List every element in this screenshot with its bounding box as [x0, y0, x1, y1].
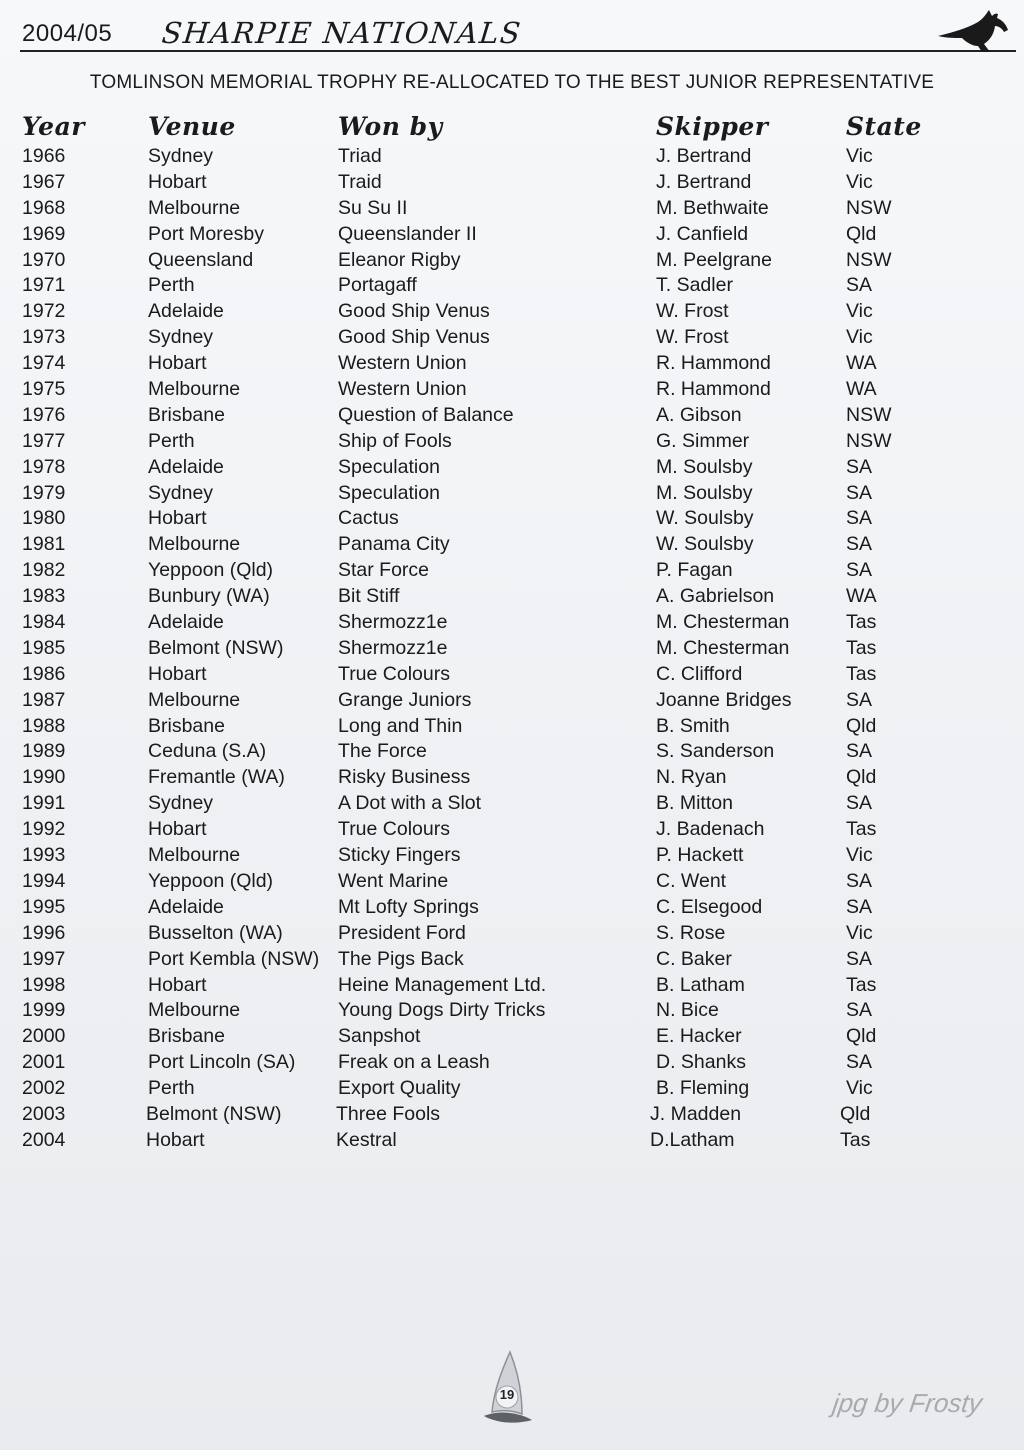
boat-name-cell: Su Su II: [338, 196, 408, 219]
boat-name-cell: Triad: [338, 145, 382, 167]
venue-cell: Melbourne: [148, 196, 241, 219]
boat-name-cell: Question of Balance: [338, 403, 514, 426]
state-cell: Vic: [846, 326, 873, 349]
venue-cell: Port Kembla (NSW): [148, 947, 320, 970]
skipper-cell: A. Gibson: [656, 403, 742, 426]
venue-cell: Fremantle (WA): [148, 766, 285, 789]
boat-name-cell: Western Union: [338, 352, 467, 375]
boat-name-cell: Speculation: [338, 455, 440, 478]
boat-name-cell: Star Force: [338, 559, 430, 582]
state-cell: NSW: [846, 403, 892, 426]
boat-name-cell: Heine Management Ltd.: [338, 973, 547, 996]
skipper-cell: M. Chesterman: [656, 636, 790, 659]
skipper-cell: C. Went: [656, 869, 727, 892]
skipper-cell: A. Gabrielson: [656, 585, 775, 608]
year-cell: 1981: [22, 533, 66, 556]
skipper-cell: J. Bertrand: [656, 170, 752, 193]
boat-name-cell: Traid: [338, 170, 382, 193]
boat-name-cell: Three Fools: [336, 1102, 441, 1125]
skipper-cell: Joanne Bridges: [656, 688, 792, 711]
state-cell: SA: [846, 895, 873, 918]
table-row: [0, 507, 1024, 533]
year-cell: 1978: [22, 455, 66, 478]
table-row: [0, 844, 1024, 870]
state-cell: WA: [846, 352, 877, 375]
venue-cell: Sydney: [148, 326, 214, 349]
boat-name-cell: Cactus: [338, 507, 399, 530]
skipper-cell: J. Badenach: [656, 818, 765, 841]
skipper-cell: C. Baker: [656, 947, 732, 970]
table-row: [0, 896, 1024, 922]
state-cell: SA: [846, 507, 873, 530]
table-row: [0, 974, 1024, 1000]
year-cell: 1988: [22, 714, 66, 737]
venue-cell: Adelaide: [148, 455, 224, 478]
boat-name-cell: Risky Business: [338, 766, 471, 789]
table-row: [0, 766, 1024, 792]
table-row: [0, 1025, 1024, 1051]
table-row: [0, 663, 1024, 689]
state-cell: NSW: [846, 196, 892, 219]
year-cell: 1996: [22, 921, 66, 944]
state-cell: Qld: [840, 1102, 871, 1125]
skipper-cell: S. Sanderson: [656, 740, 775, 763]
state-cell: Vic: [846, 170, 873, 193]
table-row: [0, 274, 1024, 300]
year-cell: 2003: [22, 1102, 66, 1125]
event-title: SHARPIE NATIONALS: [160, 16, 524, 50]
state-cell: Qld: [846, 766, 877, 789]
skipper-cell: W. Soulsby: [656, 533, 754, 556]
state-cell: Vic: [846, 1077, 873, 1100]
year-cell: 2002: [22, 1077, 66, 1100]
skipper-cell: M. Soulsby: [656, 481, 753, 504]
venue-cell: Hobart: [148, 662, 207, 685]
boat-name-cell: Western Union: [338, 378, 467, 401]
skipper-cell: P. Hackett: [656, 844, 744, 867]
kangaroo-icon: [934, 6, 1014, 56]
year-cell: 2004: [22, 1128, 66, 1151]
boat-name-cell: The Force: [338, 740, 427, 763]
table-row: [0, 171, 1024, 197]
table-row: [0, 818, 1024, 844]
boat-name-cell: Mt Lofty Springs: [338, 895, 479, 918]
boat-name-cell: Queenslander II: [338, 222, 477, 245]
table-row: [0, 430, 1024, 456]
table-row: [0, 404, 1024, 430]
year-cell: 1993: [22, 844, 66, 867]
skipper-cell: B. Mitton: [656, 792, 733, 815]
results-table: [0, 145, 1024, 1155]
venue-cell: Busselton (WA): [148, 921, 283, 944]
table-row: [0, 378, 1024, 404]
photo-credit: jpg by Frosty: [831, 1388, 985, 1418]
table-row: [0, 197, 1024, 223]
state-cell: SA: [846, 481, 873, 504]
state-cell: Tas: [840, 1128, 871, 1151]
venue-cell: Hobart: [148, 973, 207, 996]
year-cell: 1982: [22, 559, 66, 582]
state-cell: Vic: [846, 300, 873, 323]
skipper-cell: W. Frost: [656, 326, 729, 349]
state-cell: SA: [846, 740, 873, 763]
boat-name-cell: Long and Thin: [338, 714, 463, 737]
skipper-cell: J. Madden: [650, 1102, 742, 1125]
venue-cell: Queensland: [148, 248, 254, 271]
boat-name-cell: A Dot with a Slot: [338, 792, 482, 815]
skipper-cell: P. Fagan: [656, 559, 733, 582]
year-cell: 1990: [22, 766, 66, 789]
table-row: [0, 922, 1024, 948]
venue-cell: Hobart: [146, 1128, 205, 1151]
skipper-cell: E. Hacker: [656, 1025, 742, 1048]
venue-cell: Sydney: [148, 481, 214, 504]
year-cell: 1970: [22, 248, 66, 271]
venue-cell: Adelaide: [148, 300, 224, 323]
table-row: [0, 456, 1024, 482]
column-header-skipper: Skipper: [656, 112, 769, 141]
skipper-cell: J. Bertrand: [656, 145, 752, 167]
column-header-venue: Venue: [148, 112, 236, 141]
state-cell: WA: [846, 585, 877, 608]
table-row: [0, 585, 1024, 611]
state-cell: Vic: [846, 145, 873, 167]
year-cell: 1989: [22, 740, 66, 763]
skipper-cell: B. Smith: [656, 714, 730, 737]
column-header-state: State: [846, 112, 922, 141]
year-cell: 1986: [22, 662, 66, 685]
boat-name-cell: Kestral: [336, 1128, 397, 1151]
year-cell: 1968: [22, 196, 66, 219]
venue-cell: Hobart: [148, 507, 207, 530]
table-row: [0, 249, 1024, 275]
table-row: [0, 611, 1024, 637]
skipper-cell: C. Clifford: [656, 662, 743, 685]
skipper-cell: R. Hammond: [656, 378, 771, 401]
table-row: [0, 689, 1024, 715]
skipper-cell: C. Elsegood: [656, 895, 763, 918]
table-row: [0, 145, 1024, 171]
state-cell: Qld: [846, 714, 877, 737]
venue-cell: Melbourne: [148, 533, 241, 556]
boat-name-cell: Sanpshot: [338, 1025, 421, 1048]
boat-name-cell: True Colours: [338, 662, 450, 685]
year-cell: 1967: [22, 170, 66, 193]
boat-name-cell: Portagaff: [338, 274, 417, 297]
table-row: [0, 1129, 1024, 1155]
state-cell: SA: [846, 999, 873, 1022]
table-row: [0, 1077, 1024, 1103]
boat-name-cell: Shermozz1e: [338, 611, 448, 634]
table-row: [0, 948, 1024, 974]
state-cell: SA: [846, 559, 873, 582]
skipper-cell: S. Rose: [656, 921, 726, 944]
venue-cell: Melbourne: [148, 378, 241, 401]
column-header-won-by: Won by: [338, 112, 443, 141]
venue-cell: Hobart: [148, 818, 207, 841]
table-row: [0, 223, 1024, 249]
skipper-cell: W. Soulsby: [656, 507, 754, 530]
venue-cell: Adelaide: [148, 611, 224, 634]
state-cell: Tas: [846, 662, 877, 685]
skipper-cell: M. Peelgrane: [656, 248, 772, 271]
state-cell: Tas: [846, 611, 877, 634]
table-row: [0, 533, 1024, 559]
boat-name-cell: Sticky Fingers: [338, 844, 461, 867]
year-cell: 1995: [22, 895, 66, 918]
venue-cell: Perth: [148, 1077, 195, 1100]
state-cell: NSW: [846, 248, 892, 271]
table-row: [0, 482, 1024, 508]
state-cell: NSW: [846, 429, 892, 452]
skipper-cell: M. Bethwaite: [656, 196, 769, 219]
venue-cell: Brisbane: [148, 403, 225, 426]
venue-cell: Melbourne: [148, 999, 241, 1022]
boat-name-cell: Young Dogs Dirty Tricks: [338, 999, 546, 1022]
page-number: 19: [499, 1387, 515, 1402]
boat-name-cell: Ship of Fools: [338, 429, 452, 452]
year-cell: 1985: [22, 636, 66, 659]
boat-name-cell: President Ford: [338, 921, 466, 944]
year-cell: 1991: [22, 792, 66, 815]
table-row: [0, 559, 1024, 585]
year-cell: 1999: [22, 999, 66, 1022]
venue-cell: Ceduna (S.A): [148, 740, 267, 763]
skipper-cell: G. Simmer: [656, 429, 750, 452]
venue-cell: Yeppoon (Qld): [148, 869, 274, 892]
skipper-cell: D.Latham: [650, 1128, 735, 1151]
boat-name-cell: Freak on a Leash: [338, 1051, 490, 1074]
venue-cell: Yeppoon (Qld): [148, 559, 274, 582]
state-cell: SA: [846, 455, 873, 478]
table-row: [0, 352, 1024, 378]
skipper-cell: B. Fleming: [656, 1077, 750, 1100]
venue-cell: Melbourne: [148, 688, 241, 711]
skipper-cell: M. Soulsby: [656, 455, 753, 478]
venue-cell: Sydney: [148, 145, 214, 167]
table-row: [0, 792, 1024, 818]
venue-cell: Bunbury (WA): [148, 585, 270, 608]
state-cell: Tas: [846, 818, 877, 841]
year-cell: 1975: [22, 378, 66, 401]
year-cell: 1992: [22, 818, 66, 841]
state-cell: Qld: [846, 1025, 877, 1048]
boat-name-cell: Shermozz1e: [338, 636, 448, 659]
skipper-cell: B. Latham: [656, 973, 745, 996]
year-cell: 1966: [22, 145, 66, 167]
season-label: 2004/05: [22, 20, 113, 47]
state-cell: SA: [846, 274, 873, 297]
skipper-cell: R. Hammond: [656, 352, 771, 375]
table-row: [0, 300, 1024, 326]
year-cell: 1997: [22, 947, 66, 970]
venue-cell: Belmont (NSW): [148, 636, 284, 659]
venue-cell: Belmont (NSW): [146, 1102, 282, 1125]
table-row: [0, 1103, 1024, 1129]
boat-name-cell: Panama City: [338, 533, 450, 556]
column-header-year: Year: [22, 112, 85, 141]
skipper-cell: N. Ryan: [656, 766, 727, 789]
skipper-cell: M. Chesterman: [656, 611, 790, 634]
venue-cell: Adelaide: [148, 895, 224, 918]
venue-cell: Perth: [148, 274, 195, 297]
table-row: [0, 1051, 1024, 1077]
state-cell: SA: [846, 947, 873, 970]
table-row: [0, 715, 1024, 741]
state-cell: WA: [846, 378, 877, 401]
year-cell: 1972: [22, 300, 66, 323]
table-row: [0, 637, 1024, 663]
state-cell: SA: [846, 1051, 873, 1074]
state-cell: Qld: [846, 222, 877, 245]
year-cell: 1984: [22, 611, 66, 634]
boat-name-cell: Speculation: [338, 481, 440, 504]
state-cell: Vic: [846, 844, 873, 867]
state-cell: SA: [846, 792, 873, 815]
year-cell: 1998: [22, 973, 66, 996]
year-cell: 2000: [22, 1025, 66, 1048]
table-row: [0, 740, 1024, 766]
boat-name-cell: Export Quality: [338, 1077, 461, 1100]
boat-name-cell: Eleanor Rigby: [338, 248, 461, 271]
boat-name-cell: Grange Juniors: [338, 688, 472, 711]
year-cell: 1971: [22, 274, 66, 297]
year-cell: 1983: [22, 585, 66, 608]
skipper-cell: D. Shanks: [656, 1051, 746, 1074]
state-cell: SA: [846, 869, 873, 892]
year-cell: 1976: [22, 403, 66, 426]
year-cell: 1979: [22, 481, 66, 504]
page-header: [20, 14, 1016, 52]
skipper-cell: N. Bice: [656, 999, 719, 1022]
skipper-cell: T. Sadler: [656, 274, 733, 297]
year-cell: 1969: [22, 222, 66, 245]
skipper-cell: J. Canfield: [656, 222, 749, 245]
trophy-subtitle: TOMLINSON MEMORIAL TROPHY RE-ALLOCATED TO THE BEST JUNIOR REPRESENTATIVE: [89, 72, 935, 93]
venue-cell: Perth: [148, 429, 195, 452]
state-cell: Vic: [846, 921, 873, 944]
venue-cell: Port Lincoln (SA): [148, 1051, 296, 1074]
table-row: [0, 326, 1024, 352]
year-cell: 1974: [22, 352, 66, 375]
state-cell: Tas: [846, 973, 877, 996]
skipper-cell: W. Frost: [656, 300, 729, 323]
state-cell: SA: [846, 533, 873, 556]
venue-cell: Melbourne: [148, 844, 241, 867]
year-cell: 1994: [22, 869, 66, 892]
venue-cell: Sydney: [148, 792, 214, 815]
table-row: [0, 870, 1024, 896]
venue-cell: Hobart: [148, 352, 207, 375]
year-cell: 1973: [22, 326, 66, 349]
boat-name-cell: The Pigs Back: [338, 947, 464, 970]
state-cell: SA: [846, 688, 873, 711]
year-cell: 2001: [22, 1051, 66, 1074]
venue-cell: Port Moresby: [148, 222, 264, 245]
year-cell: 1987: [22, 688, 66, 711]
venue-cell: Brisbane: [148, 714, 225, 737]
boat-name-cell: True Colours: [338, 818, 450, 841]
boat-name-cell: Bit Stiff: [338, 585, 400, 608]
venue-cell: Brisbane: [148, 1025, 225, 1048]
year-cell: 1977: [22, 429, 66, 452]
state-cell: Tas: [846, 636, 877, 659]
boat-name-cell: Good Ship Venus: [338, 300, 490, 323]
boat-name-cell: Good Ship Venus: [338, 326, 490, 349]
table-row: [0, 999, 1024, 1025]
year-cell: 1980: [22, 507, 66, 530]
boat-name-cell: Went Marine: [338, 869, 449, 892]
venue-cell: Hobart: [148, 170, 207, 193]
